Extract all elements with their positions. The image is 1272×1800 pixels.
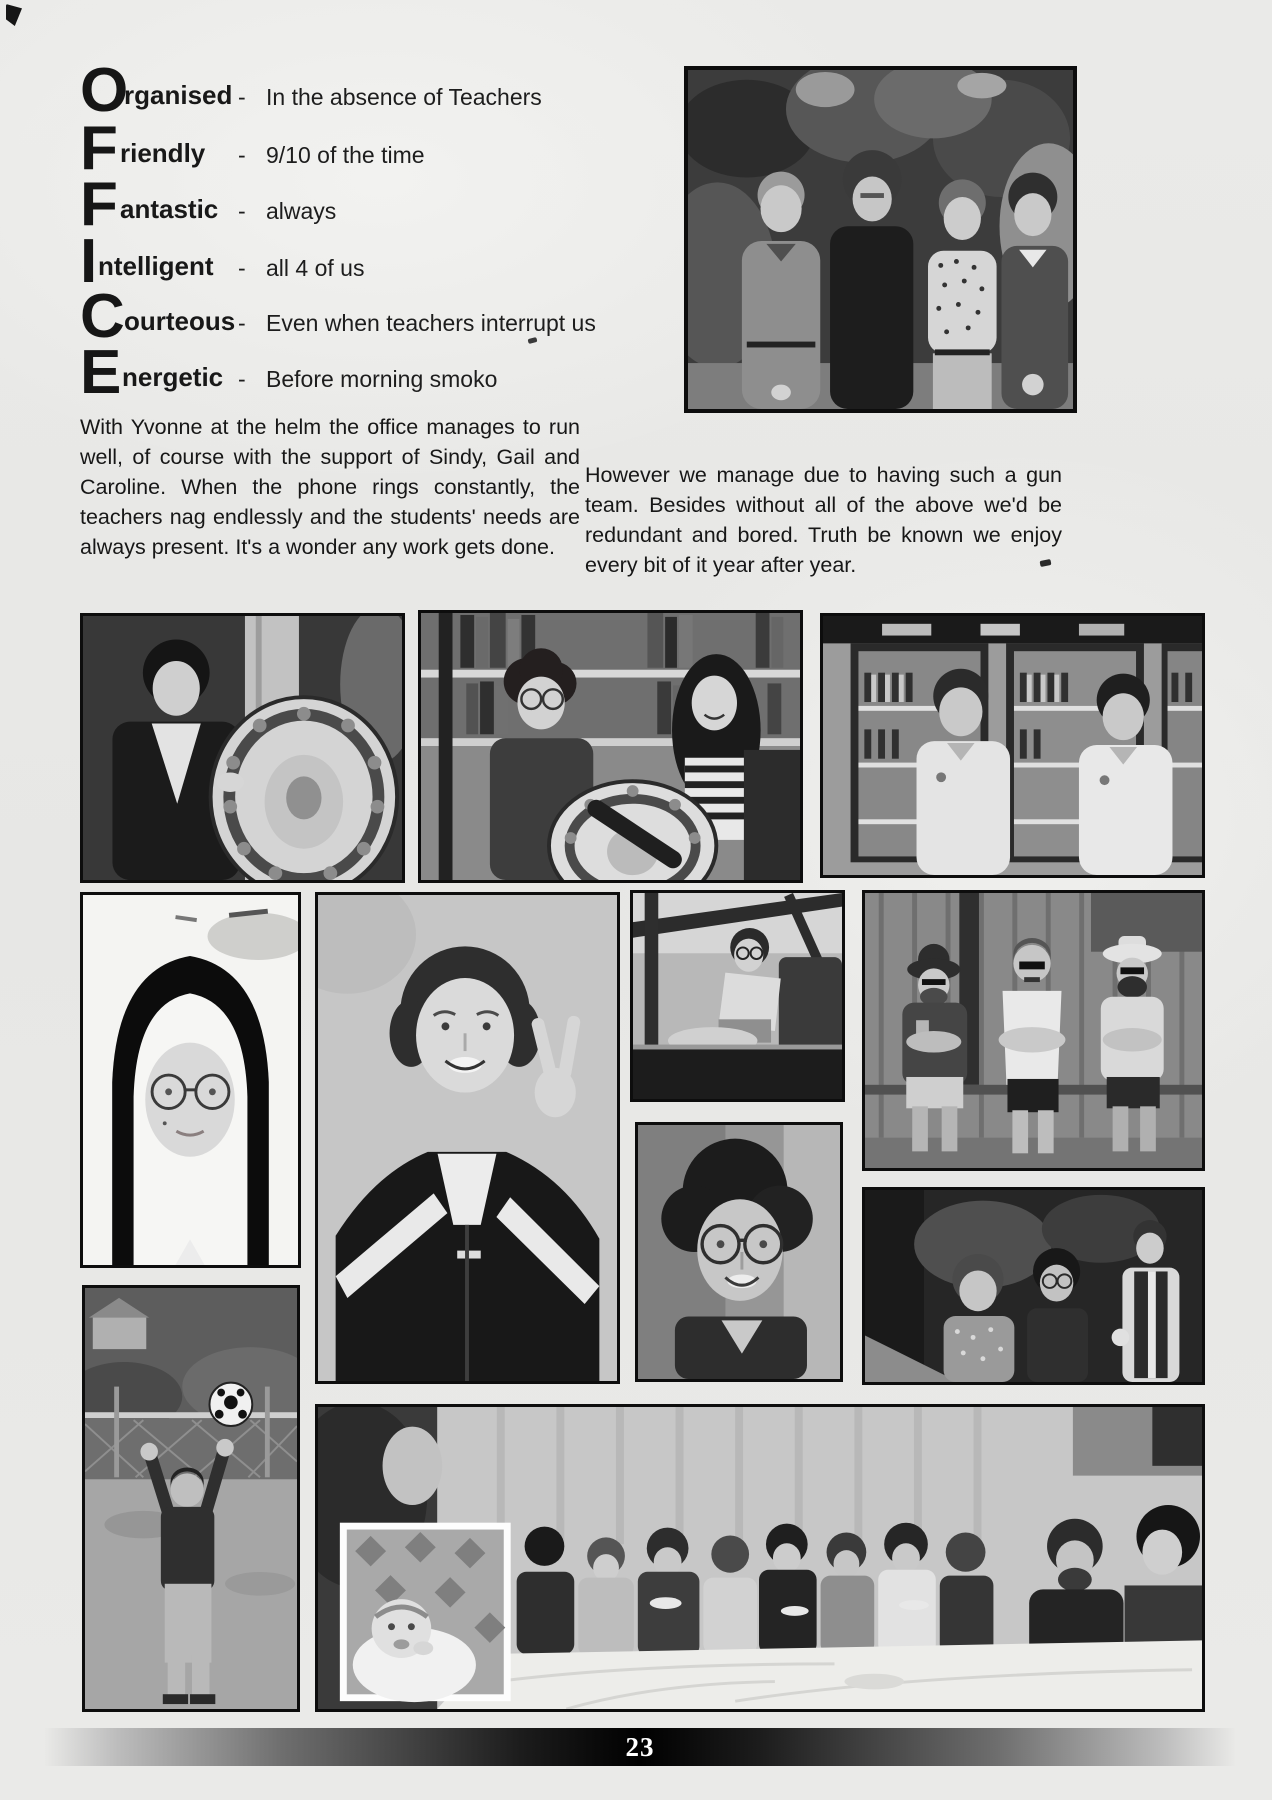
acrostic-row-fantastic <box>80 170 600 239</box>
scan-speck <box>6 4 22 26</box>
photo-woman-glasses-portrait <box>635 1122 843 1382</box>
photo-person-in-car <box>630 890 845 1102</box>
acrostic-desc: 9/10 of the time <box>266 142 425 168</box>
acrostic-word: ntelligent <box>98 251 214 281</box>
acrostic-row-courteous <box>80 282 600 351</box>
acrostic-initial: F <box>80 170 116 239</box>
acrostic-row-energetic <box>80 338 600 407</box>
acrostic-word: ourteous <box>124 306 236 336</box>
acrostic-desc: Before morning smoko <box>266 366 498 392</box>
acrostic-dash: - <box>238 255 246 281</box>
photo-nun-costume <box>80 892 301 1268</box>
acrostic-desc: always <box>266 198 337 224</box>
photo-shield-presentation-2 <box>418 610 803 883</box>
acrostic-initial: I <box>80 227 96 296</box>
photo-staff-drink-fridges <box>820 613 1205 878</box>
acrostic-row-organised <box>80 56 600 125</box>
acrostic-word: antastic <box>120 194 219 224</box>
acrostic-initial: F <box>80 114 116 183</box>
acrostic-desc: all 4 of us <box>266 255 365 281</box>
acrostic-row-intelligent <box>80 227 600 296</box>
acrostic-dash: - <box>238 310 246 336</box>
acrostic-dash: - <box>238 366 246 392</box>
footer-page-bar <box>45 1728 1235 1766</box>
acrostic-initial: O <box>80 56 127 125</box>
acrostic-word: rganised <box>124 80 233 110</box>
photo-shield-presentation-1 <box>80 613 405 883</box>
photo-peace-sign-portrait <box>315 892 620 1384</box>
photo-office-staff-group <box>684 66 1077 413</box>
acrostic-row-friendly <box>80 114 600 183</box>
acrostic-dash: - <box>238 198 246 224</box>
acrostic-dash: - <box>238 84 246 110</box>
acrostic-initial: E <box>80 338 120 407</box>
paragraph-office-right: However we manage due to having such a gun team. Besides without all of the above we'd be redundant and bored. Truth be known we enjoy every bit of it year after year. <box>585 462 1062 577</box>
acrostic-initial: C <box>80 282 123 351</box>
acrostic-desc: Even when teachers interrupt us <box>266 310 596 336</box>
photo-ball-catch-field <box>82 1285 300 1712</box>
photo-staff-lunch-crowd <box>315 1404 1205 1712</box>
acrostic-dash: - <box>238 142 246 168</box>
photo-three-men-bench <box>862 890 1205 1171</box>
acrostic-word: riendly <box>120 138 206 168</box>
page-number: 23 <box>625 1731 655 1762</box>
paragraph-office-left: With Yvonne at the helm the office manages to run well, of course with the support of Sindy, Gail and Caroline. When the phone rings constantly, the teachers nag endlessly and the students' needs are always present. It's a wonder any work gets done. <box>80 414 580 559</box>
acrostic-word: nergetic <box>122 362 224 392</box>
acrostic-desc: In the absence of Teachers <box>266 84 542 110</box>
photo-group-at-table <box>862 1187 1205 1385</box>
